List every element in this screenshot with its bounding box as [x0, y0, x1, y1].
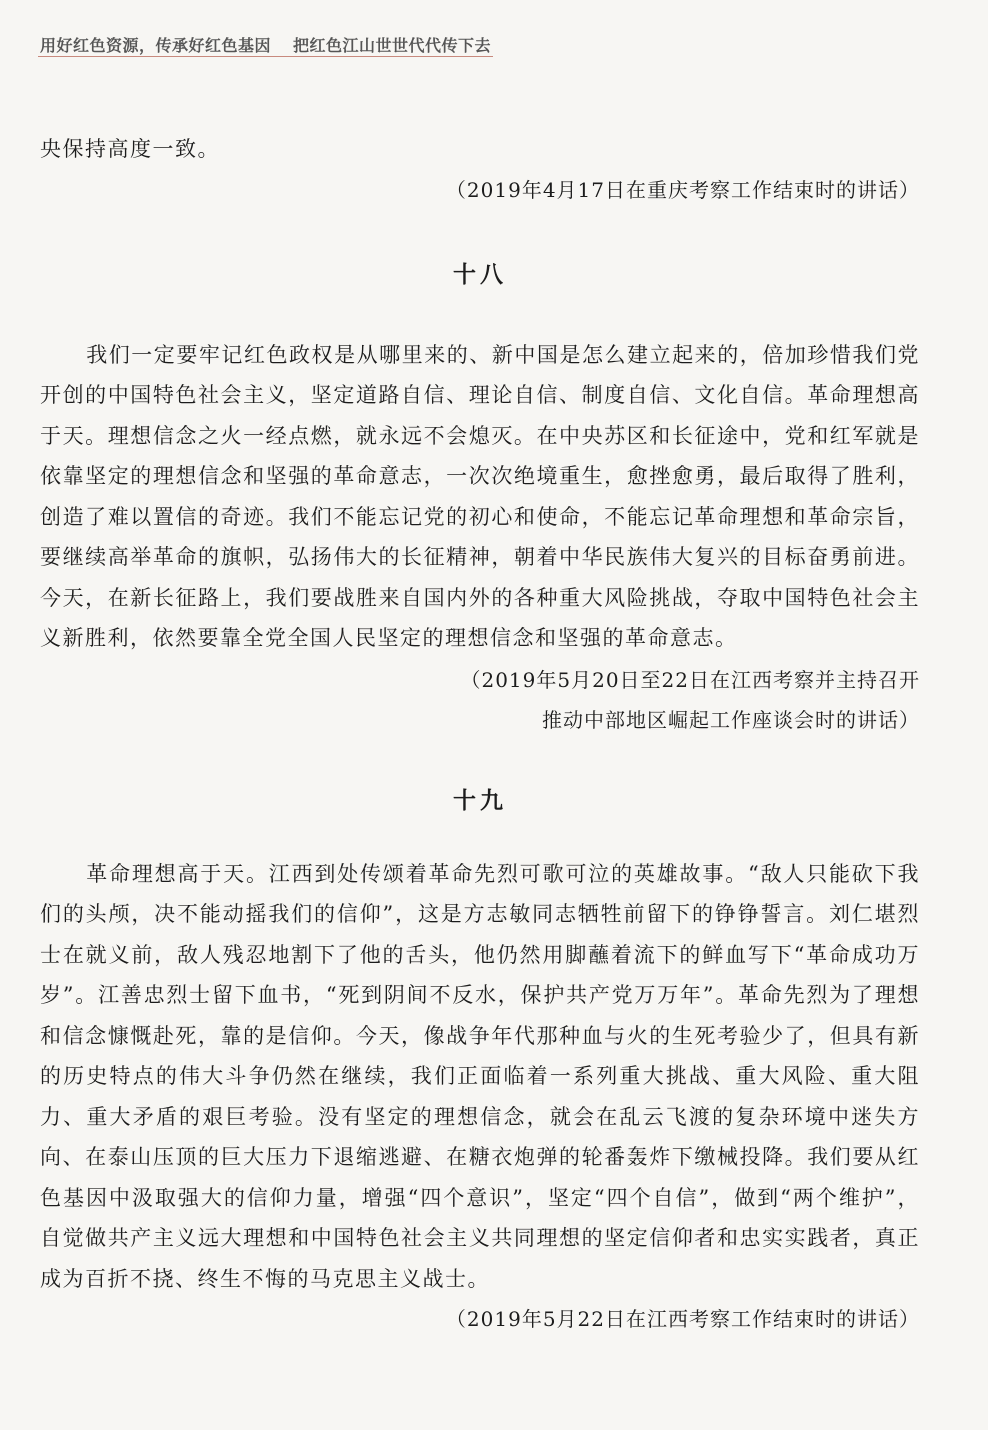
- section-19-text: 革命理想高于天。江西到处传颂着革命先烈可歌可泣的英雄故事。“敌人只能砍下我们的头颅，决不能动摇我们的信仰”，这是方志敏同志牺牲前留下的铮铮誓言。刘仁堪烈士在就义前，敌人残忍地割下了他的舌头，他仍然用脚蘸着流下的鲜血写下“革命成功万岁”。江善忠烈士留下血书，“死到阴间不反水，保护共产党万万年”。革命先烈为了理想和信念慷慨赴死，靠的是信仰。今天，像战争年代那种血与火的生死考验少了，但具有新的历史特点的伟大斗争仍然在继续，我们正面临着一系列重大挑战、重大风险、重大阻力、重大矛盾的艰巨考验。没有坚定的理想信念，就会在乱云飞渡的复杂环境中迷失方向、在泰山压顶的巨大压力下退缩逃避、在糖衣炮弹的轮番轰炸下缴械投降。我们要从红色基因中汲取强大的信仰力量，增强“四个意识”，坚定“四个自信”，做到“两个维护”，自觉做共产主义远大理想和中国特色社会主义共同理想的坚定信仰者和忠实实践者，真正成为百折不挠、终生不悔的马克思主义战士。: [40, 861, 920, 1291]
- section-18-heading: 十八: [453, 261, 507, 288]
- section-19-source: （2019年5月22日在江西考察工作结束时的讲话）: [445, 1307, 920, 1331]
- section-18-source: （2019年5月20日至22日在江西考察并主持召开 推动中部地区崛起工作座谈会时的讲话）: [460, 667, 920, 732]
- running-head-right: 把红色江山世世代代传下去: [293, 36, 492, 55]
- section-17-source: （2019年4月17日在重庆考察工作结束时的讲话）: [445, 177, 920, 202]
- section-18-text: 我们一定要牢记红色政权是从哪里来的、新中国是怎么建立起来的，倍加珍惜我们党开创的中国特色社会主义，坚定道路自信、理论自信、制度自信、文化自信。革命理想高于天。理想信念之火一经点燃，就永远不会熄灭。在中央苏区和长征途中，党和红军就是依靠坚定的理想信念和坚强的革命意志，一次次绝境重生，愈挫愈勇，最后取得了胜利，创造了难以置信的奇迹。我们不能忘记党的初心和使命，不能忘记革命理想和革命宗旨，要继续高举革命的旗帜，弘扬伟大的长征精神，朝着中华民族伟大复兴的目标奋勇前进。今天，在新长征路上，我们要战胜来自国内外的各种重大风险挑战，夺取中国特色社会主义新胜利，依然要靠全党全国人民坚定的理想信念和坚强的革命意志。: [40, 342, 920, 650]
- page-body: [40, 129, 920, 1339]
- section-17-text-tail: 央保持高度一致。: [40, 137, 220, 161]
- header-divider: [38, 56, 493, 57]
- running-head-left: 用好红色资源，传承好红色基因: [40, 36, 272, 55]
- section-19-heading: 十九: [453, 787, 507, 814]
- running-head: [40, 33, 491, 56]
